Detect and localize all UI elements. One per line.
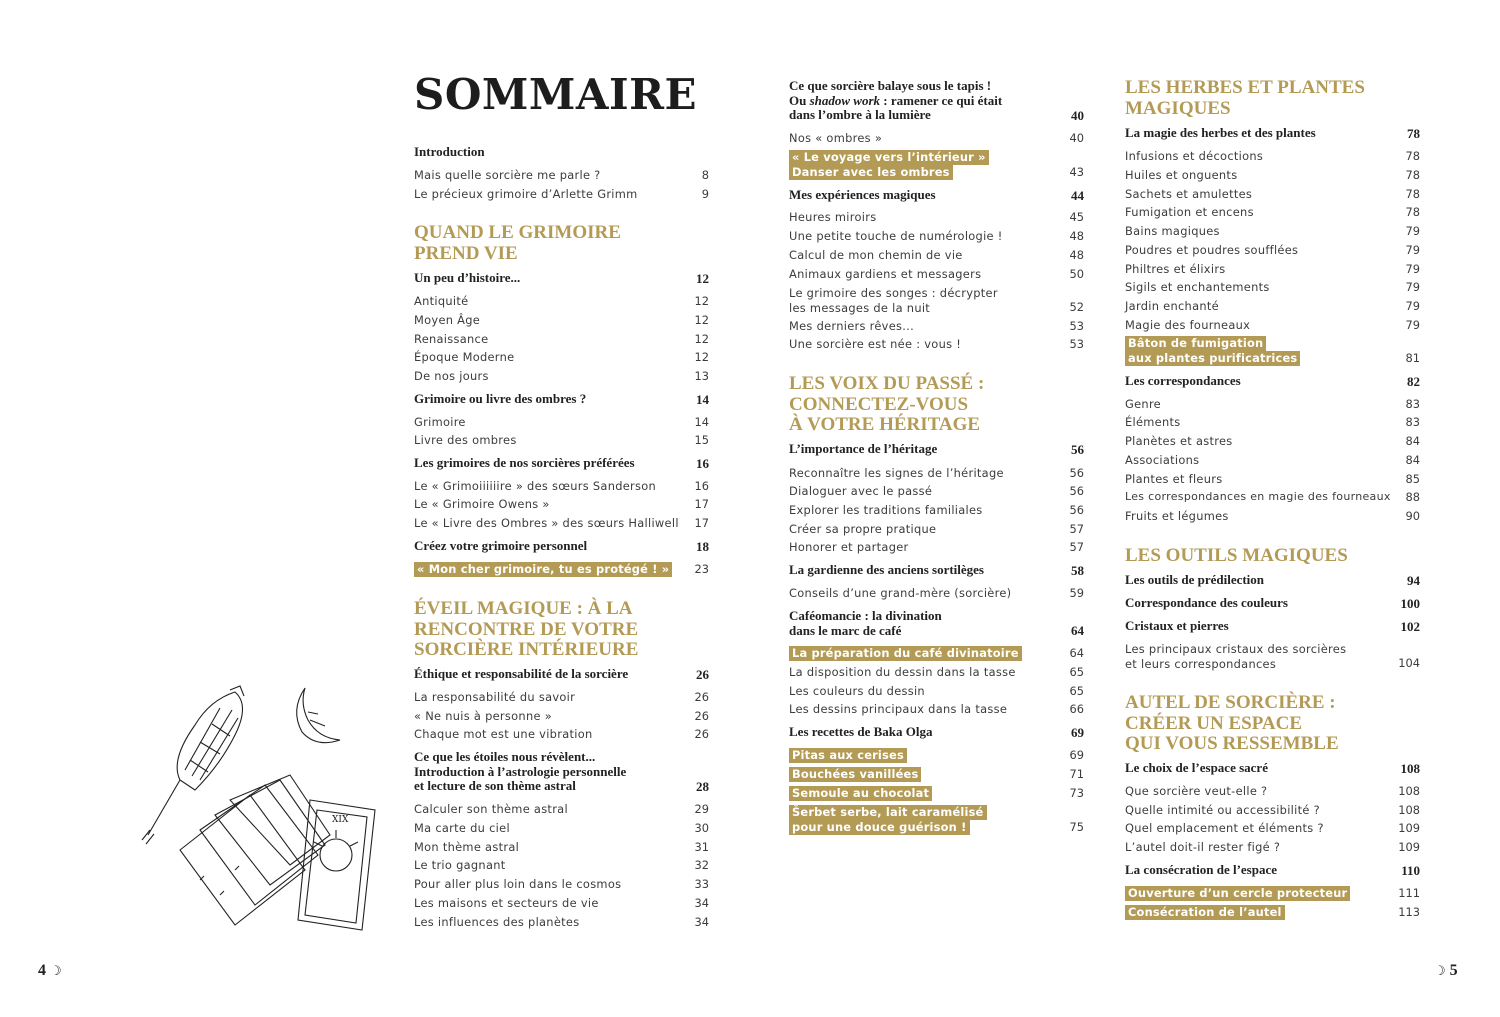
toc-item[interactable]: Le « Grimoiiiiiire » des sœurs Sanderson bbox=[414, 479, 657, 493]
page-number: 31 bbox=[694, 840, 709, 854]
page-number: 29 bbox=[694, 802, 709, 816]
page-number: 15 bbox=[694, 433, 709, 447]
toc-item[interactable]: Sachets et amulettes bbox=[1125, 187, 1253, 201]
page-number: 26 bbox=[694, 690, 709, 704]
highlighted-item[interactable] bbox=[789, 150, 989, 180]
page-number: 8 bbox=[701, 168, 709, 182]
page-number: 32 bbox=[694, 858, 709, 872]
page-number: 79 bbox=[1405, 224, 1420, 238]
toc-heading[interactable] bbox=[789, 79, 1002, 123]
page-number: 56 bbox=[1069, 484, 1084, 498]
page-number: 12 bbox=[694, 350, 709, 364]
toc-item[interactable]: Heures miroirs bbox=[789, 210, 877, 224]
section-title-line: QUI VOUS RESSEMBLE bbox=[1125, 733, 1339, 754]
page-number: 23 bbox=[694, 562, 709, 576]
toc-item[interactable]: Nos « ombres » bbox=[789, 131, 883, 145]
section-title-line: PREND VIE bbox=[414, 242, 518, 264]
highlighted-item[interactable] bbox=[789, 805, 987, 835]
toc-item[interactable]: Mais quelle sorcière me parle ? bbox=[414, 168, 601, 182]
page-number: 48 bbox=[1069, 229, 1084, 243]
page-number: 56 bbox=[1069, 466, 1084, 480]
toc-item[interactable]: Calcul de mon chemin de vie bbox=[789, 248, 963, 262]
page-number: 33 bbox=[694, 877, 709, 891]
page-number: 26 bbox=[696, 667, 709, 682]
heading-line: Introduction à l’astrologie personnelle bbox=[414, 763, 627, 779]
toc-item[interactable]: Les couleurs du dessin bbox=[789, 684, 925, 698]
highlighted-item[interactable] bbox=[1125, 905, 1285, 920]
page-number: 57 bbox=[1069, 522, 1084, 536]
svg-text:XIX: XIX bbox=[332, 815, 349, 825]
toc-item[interactable]: Genre bbox=[1125, 397, 1161, 411]
page-number: 12 bbox=[694, 294, 709, 308]
toc-heading[interactable]: Les recettes de Baka Olga bbox=[789, 724, 933, 739]
folio-left bbox=[38, 962, 62, 980]
toc-item[interactable] bbox=[789, 286, 998, 315]
highlight-line bbox=[789, 150, 989, 165]
section-title-voix-du-passe[interactable] bbox=[789, 374, 984, 436]
page-number: 44 bbox=[1071, 188, 1084, 203]
toc-item[interactable]: Créer sa propre pratique bbox=[789, 522, 937, 536]
page-number: 104 bbox=[1398, 656, 1420, 670]
heading-italic-text: shadow work bbox=[809, 92, 881, 108]
toc-heading[interactable]: Les grimoires de nos sorcières préférées bbox=[414, 455, 635, 470]
highlighted-item[interactable] bbox=[414, 562, 672, 577]
toc-item[interactable]: Mes derniers rêves... bbox=[789, 319, 915, 333]
page-number: 53 bbox=[1069, 319, 1084, 333]
toc-item[interactable]: Fruits et légumes bbox=[1125, 509, 1229, 523]
page-number: 73 bbox=[1069, 786, 1084, 800]
page-number: 13 bbox=[694, 369, 709, 383]
toc-item[interactable]: Moyen Âge bbox=[414, 313, 481, 327]
heading-line: Ce que les étoiles nous révèlent... bbox=[414, 749, 596, 764]
toc-item[interactable]: L’autel doit-il rester figé ? bbox=[1125, 840, 1281, 854]
page-number: 109 bbox=[1398, 821, 1420, 835]
page-number: 64 bbox=[1069, 646, 1084, 660]
toc-item[interactable]: Plantes et fleurs bbox=[1125, 472, 1223, 486]
highlight-label: Bouchées vanillées bbox=[789, 767, 921, 782]
highlighted-item[interactable] bbox=[789, 646, 1022, 661]
section-title-outils[interactable]: LES OUTILS MAGIQUES bbox=[1125, 545, 1348, 566]
witchcraft-illustration bbox=[140, 680, 380, 940]
page-number: 108 bbox=[1398, 803, 1420, 817]
toc-item[interactable]: Associations bbox=[1125, 453, 1200, 467]
page-number: 108 bbox=[1398, 784, 1420, 798]
page-number: 79 bbox=[1405, 243, 1420, 257]
page-number: 56 bbox=[1069, 503, 1084, 517]
toc-heading[interactable]: La gardienne des anciens sortilèges bbox=[789, 562, 984, 577]
page-number: 113 bbox=[1398, 905, 1420, 919]
toc-item[interactable]: Une petite touche de numérologie ! bbox=[789, 229, 1003, 243]
page-number: 79 bbox=[1405, 280, 1420, 294]
toc-item[interactable]: Le précieux grimoire d’Arlette Grimm bbox=[414, 187, 638, 201]
highlight-label: pour une douce guérison ! bbox=[789, 820, 970, 835]
toc-item[interactable]: Les dessins principaux dans la tasse bbox=[789, 702, 1008, 716]
page-number: 110 bbox=[1401, 863, 1420, 878]
toc-item[interactable]: Quel emplacement et éléments ? bbox=[1125, 821, 1324, 835]
highlight-label: Bâton de fumigation bbox=[1125, 336, 1266, 351]
toc-heading[interactable]: Mes expériences magiques bbox=[789, 187, 936, 202]
toc-item[interactable]: Jardin enchanté bbox=[1125, 299, 1219, 313]
page-number: 65 bbox=[1069, 684, 1084, 698]
highlighted-item[interactable] bbox=[1125, 336, 1300, 366]
page-number: 50 bbox=[1069, 267, 1084, 281]
toc-heading[interactable] bbox=[414, 750, 626, 794]
page-number: 78 bbox=[1407, 126, 1420, 141]
highlight-label: Consécration de l’autel bbox=[1125, 905, 1285, 920]
toc-item[interactable]: Ma carte du ciel bbox=[414, 821, 510, 835]
page-number: 17 bbox=[694, 516, 709, 530]
page-number: 102 bbox=[1400, 619, 1420, 634]
toc-item[interactable]: La disposition du dessin dans la tasse bbox=[789, 665, 1016, 679]
section-title-grimoire[interactable] bbox=[414, 223, 621, 264]
section-title-line: CRÉER UN ESPACE bbox=[1125, 712, 1303, 734]
page-number: 108 bbox=[1400, 761, 1420, 776]
crescent-moon-icon bbox=[297, 688, 340, 743]
page-number: 18 bbox=[696, 539, 709, 554]
page-number: 78 bbox=[1405, 187, 1420, 201]
highlight-line bbox=[1125, 351, 1300, 366]
page-number: 16 bbox=[694, 479, 709, 493]
page-number: 85 bbox=[1405, 472, 1420, 486]
page-folio-number: 4 bbox=[38, 962, 46, 979]
page-number: 57 bbox=[1069, 540, 1084, 554]
item-line: Le grimoire des songes : décrypter bbox=[789, 286, 998, 300]
page-number: 14 bbox=[696, 392, 709, 407]
highlight-label: Šerbet serbe, lait caramélisé bbox=[789, 805, 987, 820]
page-number: 69 bbox=[1071, 725, 1084, 740]
moon-icon: ☽ bbox=[50, 963, 62, 978]
toc-item[interactable]: Magie des fourneaux bbox=[1125, 318, 1251, 332]
toc-item[interactable]: Époque Moderne bbox=[414, 350, 515, 364]
toc-item[interactable]: Que sorcière veut-elle ? bbox=[1125, 784, 1268, 798]
heading-line bbox=[789, 94, 1002, 109]
toc-item[interactable]: Poudres et poudres soufflées bbox=[1125, 243, 1299, 257]
section-title-line: À VOTRE HÉRITAGE bbox=[789, 414, 981, 435]
page-number: 109 bbox=[1398, 840, 1420, 854]
page-number: 58 bbox=[1071, 563, 1084, 578]
page-number: 100 bbox=[1400, 596, 1420, 611]
page-number: 16 bbox=[696, 456, 709, 471]
page-number: 66 bbox=[1069, 702, 1084, 716]
highlight-label: Semoule au chocolat bbox=[789, 786, 932, 801]
page-number: 75 bbox=[1069, 820, 1084, 834]
toc-item[interactable]: Les influences des planètes bbox=[414, 915, 580, 929]
page-number: 26 bbox=[694, 727, 709, 741]
page-number: 84 bbox=[1405, 453, 1420, 467]
toc-item[interactable]: Une sorcière est née : vous ! bbox=[789, 337, 962, 351]
toc-heading[interactable]: Grimoire ou livre des ombres ? bbox=[414, 391, 587, 406]
highlight-label: Ouverture d’un cercle protecteur bbox=[1125, 886, 1350, 901]
item-line: et leurs correspondances bbox=[1125, 656, 1277, 671]
toc-item[interactable]: Livre des ombres bbox=[414, 433, 517, 447]
section-title-line: MAGIQUES bbox=[1125, 97, 1231, 119]
page-number: 9 bbox=[701, 187, 709, 201]
page-number: 79 bbox=[1405, 262, 1420, 276]
toc-item[interactable]: Mon thème astral bbox=[414, 840, 520, 854]
toc-item[interactable]: Planètes et astres bbox=[1125, 434, 1233, 448]
section-title-line: AUTEL DE SORCIÈRE : bbox=[1125, 692, 1336, 713]
toc-heading[interactable]: Un peu d’histoire... bbox=[414, 270, 521, 285]
page-number: 88 bbox=[1405, 490, 1420, 504]
highlight-label: « Mon cher grimoire, tu es protégé ! » bbox=[414, 562, 672, 577]
toc-heading[interactable]: Le choix de l’espace sacré bbox=[1125, 760, 1268, 775]
highlight-line bbox=[789, 165, 989, 180]
page-number: 69 bbox=[1069, 748, 1084, 762]
page-number: 53 bbox=[1069, 337, 1084, 351]
toc-item[interactable]: Bains magiques bbox=[1125, 224, 1220, 238]
toc-item[interactable]: Animaux gardiens et messagers bbox=[789, 267, 982, 281]
page-number: 30 bbox=[694, 821, 709, 835]
toc-heading[interactable]: Éthique et responsabilité de la sorcière bbox=[414, 666, 629, 681]
page-number: 40 bbox=[1071, 108, 1084, 123]
page-number: 79 bbox=[1405, 318, 1420, 332]
toc-item[interactable]: Huiles et onguents bbox=[1125, 168, 1238, 182]
toc-item[interactable]: Infusions et décoctions bbox=[1125, 149, 1264, 163]
toc-item[interactable]: Sigils et enchantements bbox=[1125, 280, 1270, 294]
section-title-line: SORCIÈRE INTÉRIEURE bbox=[414, 639, 639, 660]
heading-text: Ou bbox=[789, 92, 810, 108]
page-number: 83 bbox=[1405, 397, 1420, 411]
toc-item[interactable]: Grimoire bbox=[414, 415, 466, 429]
page-number: 14 bbox=[694, 415, 709, 429]
toc-item[interactable]: Honorer et partager bbox=[789, 540, 909, 554]
section-title-line: QUAND LE GRIMOIRE bbox=[414, 222, 621, 243]
heading-line: et lecture de son thème astral bbox=[414, 778, 576, 793]
page-number: 34 bbox=[694, 896, 709, 910]
page-number: 82 bbox=[1407, 374, 1420, 389]
page-number: 56 bbox=[1071, 442, 1084, 457]
toc-item[interactable]: Dialoguer avec le passé bbox=[789, 484, 933, 498]
section-title-line: CONNECTEZ-VOUS bbox=[789, 393, 969, 415]
heading-line: dans l’ombre à la lumière bbox=[789, 107, 931, 122]
page-number: 81 bbox=[1405, 351, 1420, 365]
heading-line: Caféomancie : la divination bbox=[789, 608, 942, 623]
toc-heading[interactable]: La consécration de l’espace bbox=[1125, 862, 1278, 877]
highlight-line bbox=[789, 820, 987, 835]
page-number: 71 bbox=[1069, 767, 1084, 781]
page-number: 40 bbox=[1069, 131, 1084, 145]
highlight-label: La préparation du café divinatoire bbox=[789, 646, 1022, 661]
page-number: 83 bbox=[1405, 415, 1420, 429]
highlighted-item[interactable] bbox=[789, 786, 932, 801]
toc-heading[interactable]: Correspondance des couleurs bbox=[1125, 595, 1288, 610]
highlighted-item[interactable] bbox=[1125, 886, 1350, 901]
page-number: 28 bbox=[696, 779, 709, 794]
toc-heading[interactable]: Les correspondances bbox=[1125, 373, 1241, 388]
toc-item[interactable]: Philtres et élixirs bbox=[1125, 262, 1226, 276]
section-title-line: LES VOIX DU PASSÉ : bbox=[789, 373, 985, 394]
toc-item[interactable]: Éléments bbox=[1125, 415, 1181, 429]
highlight-label: « Le voyage vers l’intérieur » bbox=[789, 150, 989, 165]
folio-right bbox=[1434, 962, 1458, 980]
toc-item[interactable]: Le « Livre des Ombres » des sœurs Halliwell bbox=[414, 516, 679, 530]
toc-heading[interactable] bbox=[789, 609, 942, 638]
page-title: SOMMAIRE bbox=[414, 70, 698, 119]
page-number: 65 bbox=[1069, 665, 1084, 679]
highlight-line bbox=[1125, 336, 1300, 351]
toc-heading[interactable]: Créez votre grimoire personnel bbox=[414, 538, 588, 553]
toc-item[interactable] bbox=[1125, 642, 1346, 671]
page-number: 78 bbox=[1405, 168, 1420, 182]
highlight-line bbox=[789, 805, 987, 820]
section-title-herbes[interactable] bbox=[1125, 78, 1365, 119]
page-number: 84 bbox=[1405, 434, 1420, 448]
highlighted-item[interactable] bbox=[789, 748, 907, 763]
page-number: 34 bbox=[694, 915, 709, 929]
page-number: 12 bbox=[694, 332, 709, 346]
tarot-cards-icon bbox=[180, 775, 375, 930]
highlighted-item[interactable] bbox=[789, 767, 921, 782]
page-number: 52 bbox=[1069, 300, 1084, 314]
page-number: 59 bbox=[1069, 586, 1084, 600]
page-number: 48 bbox=[1069, 248, 1084, 262]
page-number: 64 bbox=[1071, 623, 1084, 638]
toc-heading[interactable]: Cristaux et pierres bbox=[1125, 618, 1229, 633]
toc-heading[interactable]: Les outils de prédilection bbox=[1125, 572, 1265, 587]
highlight-label: Danser avec les ombres bbox=[789, 165, 953, 180]
page-number: 78 bbox=[1405, 205, 1420, 219]
heading-line: dans le marc de café bbox=[789, 622, 902, 638]
heading-line: Ce que sorcière balaye sous le tapis ! bbox=[789, 78, 992, 93]
toc-item[interactable]: Antiquité bbox=[414, 294, 469, 308]
page-number: 12 bbox=[694, 313, 709, 327]
toc-item[interactable]: Reconnaître les signes de l’héritage bbox=[789, 466, 1004, 480]
toc-item[interactable]: « Ne nuis à personne » bbox=[414, 709, 552, 723]
toc-item[interactable]: Les correspondances en magie des fourneaux bbox=[1125, 490, 1391, 503]
page-folio-number: 5 bbox=[1449, 962, 1458, 979]
toc-item[interactable]: Renaissance bbox=[414, 332, 489, 346]
section-title-line: RENCONTRE DE VOTRE bbox=[414, 618, 639, 640]
toc-item[interactable]: Explorer les traditions familiales bbox=[789, 503, 983, 517]
toc-item[interactable]: Le « Grimoire Owens » bbox=[414, 497, 550, 511]
page-number: 79 bbox=[1405, 299, 1420, 313]
toc-item[interactable]: Conseils d’une grand-mère (sorcière) bbox=[789, 586, 1012, 600]
toc-item[interactable]: Calculer son thème astral bbox=[414, 802, 568, 816]
section-title-autel[interactable] bbox=[1125, 693, 1339, 755]
highlight-label: Pitas aux cerises bbox=[789, 748, 907, 763]
item-line: Les principaux cristaux des sorcières bbox=[1125, 642, 1347, 656]
page-number: 12 bbox=[696, 271, 709, 286]
page-number: 17 bbox=[694, 497, 709, 511]
toc-item[interactable]: Pour aller plus loin dans le cosmos bbox=[414, 877, 622, 891]
toc-item[interactable]: Fumigation et encens bbox=[1125, 205, 1254, 219]
toc-heading[interactable]: La magie des herbes et des plantes bbox=[1125, 125, 1316, 140]
section-title-line: ÉVEIL MAGIQUE : À LA bbox=[414, 598, 633, 619]
page-number: 90 bbox=[1405, 509, 1420, 523]
page-number: 45 bbox=[1069, 210, 1084, 224]
toc-item[interactable]: De nos jours bbox=[414, 369, 489, 383]
toc-item[interactable]: Quelle intimité ou accessibilité ? bbox=[1125, 803, 1320, 817]
page-number: 111 bbox=[1398, 886, 1420, 900]
toc-item[interactable]: Chaque mot est une vibration bbox=[414, 727, 593, 741]
toc-item[interactable]: Les maisons et secteurs de vie bbox=[414, 896, 599, 910]
page-number: 43 bbox=[1069, 165, 1084, 179]
toc-item[interactable]: Le trio gagnant bbox=[414, 858, 506, 872]
section-title-eveil[interactable] bbox=[414, 599, 638, 661]
moon-icon: ☽ bbox=[1434, 963, 1446, 978]
toc-heading[interactable]: L’importance de l’héritage bbox=[789, 441, 938, 456]
page-number: 26 bbox=[694, 709, 709, 723]
page-number: 78 bbox=[1405, 149, 1420, 163]
item-line: les messages de la nuit bbox=[789, 300, 931, 315]
toc-heading-introduction[interactable]: Introduction bbox=[414, 144, 485, 159]
section-title-line: LES HERBES ET PLANTES bbox=[1125, 77, 1365, 98]
highlight-label: aux plantes purificatrices bbox=[1125, 351, 1300, 366]
page-number: 94 bbox=[1407, 573, 1420, 588]
toc-item[interactable]: La responsabilité du savoir bbox=[414, 690, 576, 704]
heading-text: : ramener ce qui était bbox=[880, 92, 1003, 108]
sage-bundle-icon bbox=[142, 686, 244, 844]
